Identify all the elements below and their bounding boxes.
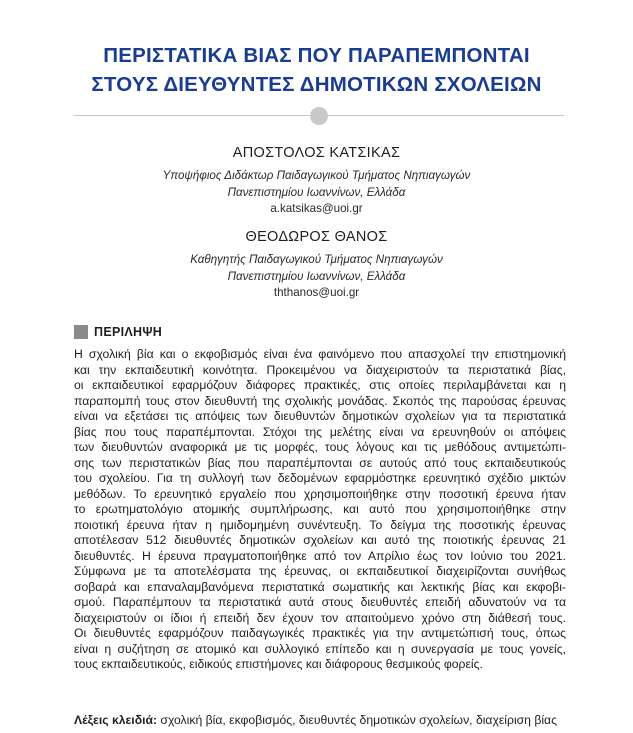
square-bullet-icon (74, 325, 88, 339)
author-block-1 (0, 143, 633, 218)
abstract-line: το ερωτηματολόγιο ατομικής συμπλήρωσης, και αυτό που χρησιμοποιήθηκε στην (74, 502, 566, 516)
author-affiliation: Υποψήφιος Διδάκτωρ Παιδαγωγικού Τμήματος Νηπιαγωγών (162, 169, 471, 182)
title-line-1: ΠΕΡΙΣΤΑΤΙΚΑ ΒΙΑΣ ΠΟΥ ΠΑΡΑΠΕΜΠΟΝΤΑΙ (103, 44, 530, 67)
abstract-line: Οι διευθυντές εφαρμόζουν παιδαγωγικές πρακτικές για την αντιμετώπισή τους, όπως (74, 626, 566, 640)
author-affiliation: Πανεπιστημίου Ιωαννίνων, Ελλάδα (227, 269, 406, 283)
abstract-line: των διευθυντών αναφορικά με τις μορφές, τους λόγους και τις μεθόδους αντιμετώπι- (74, 440, 566, 454)
abstract-line: διευθυντές. Η έρευνα πραγματοποιήθηκε από τον Απρίλιο έως τον Ιούνιο του 2021. (74, 548, 566, 563)
abstract-line: σης των περιστατικών βίας που παραπέμπονται σε αυτούς από τους εκπαιδευτικούς (74, 455, 566, 470)
paper-title (0, 41, 633, 99)
abstract-line: Σύμφωνα με τα αποτελέσματα της έρευνας, οι εκπαιδευτικοί διαχειρίζονται συνήθως (74, 564, 566, 578)
abstract-heading (74, 325, 162, 339)
divider-dot-icon (310, 107, 328, 125)
keywords-label: Λέξεις κλειδιά: (74, 713, 158, 727)
abstract-label: ΠΕΡΙΛΗΨΗ (94, 325, 163, 339)
author-affiliation: Καθηγητής Παιδαγωγικού Τμήματος Νηπιαγωγών (190, 253, 443, 266)
abstract-line: οι εκπαιδευτικοί εφαρμόζουν διάφορες πρακτικές, στις οποίες περιλαμβάνεται και η (74, 378, 566, 392)
keywords (74, 713, 566, 729)
abstract-line: τους εκπαιδευτικούς, ειδικούς επιστήμονες και διάφορους θεσμικούς φορείς. (74, 657, 483, 671)
abstract-line: διαχειριστούν οι ίδιοι ή επειδή δεν έχουν τον απαιτούμενο χρόνο στη διάθεσή τους. (74, 610, 566, 625)
abstract-line: του σχολείου. Για τη συλλογή των δεδομένων εφαρμόστηκε ερευνητικό σχέδιο μικτών (74, 471, 566, 485)
abstract-line: αποτέλεσαν 512 διευθυντές δημοτικών σχολείων και αυτό της ποιοτικής έρευνας 21 (74, 533, 566, 547)
title-line-2: ΣΤΟΥΣ ΔΙΕΥΘΥΝΤΕΣ ΔΗΜΟΤΙΚΩΝ ΣΧΟΛΕΙΩΝ (91, 73, 542, 96)
abstract-line: ποιοτική έρευνα ήταν η ημιδομημένη συνέντευξη. Το δείγμα της ποσοτικής έρευνας (74, 517, 566, 532)
author-email: a.katsikas@uoi.gr (270, 202, 363, 215)
abstract-line: σμού. Παραπέμπουν τα περιστατικά αυτά στους διευθυντές επειδή αδυνατούν να τα (74, 595, 566, 609)
abstract-line: Η σχολική βία και ο εκφοβισμός είναι ένα φαινόμενο που απασχολεί την επιστημονική (74, 347, 566, 361)
author-email: ththanos@uoi.gr (273, 286, 360, 299)
abstract-line: βίας που τους παραπέμπονται. Στόχοι της μελέτης είναι να ερευνηθούν οι απόψεις (74, 424, 566, 439)
abstract-line: σοβαρά και επαναλαμβανόμενα περιστατικά σωματικής και λεκτικής βίας και εκφοβι- (74, 579, 566, 594)
author-name: ΑΠΟΣΤΟΛΟΣ ΚΑΤΣΙΚΑΣ (232, 145, 401, 161)
abstract-line: και την εκπαιδευτική κοινότητα. Προκειμένου να διαχειριστούν τα περιστατικά βίας, (74, 362, 566, 377)
abstract-line: είναι η συζήτηση σε ατομικό και συλλογικό επίπεδο και η συνεργασία με τους γονείς, (74, 641, 566, 656)
abstract-line: είναι να εξετάσει τις απόψεις των διευθυντών δημοτικών σχολείων για τα περιστατικά (74, 409, 566, 423)
keywords-text: σχολική βία, εκφοβισμός, διευθυντές δημοτικών σχολείων, διαχείριση βίας (160, 713, 557, 727)
abstract-line: παραπομπή τους στον διευθυντή της σχολικής μονάδας. Σκοπός της παρούσας έρευνας (74, 393, 566, 408)
abstract-line: μεθόδων. Το ερευνητικό εργαλείο που χρησιμοποιήθηκε στην ποσοτική έρευνα ήταν (74, 486, 566, 501)
author-affiliation: Πανεπιστημίου Ιωαννίνων, Ελλάδα (227, 185, 406, 199)
abstract-body (74, 347, 566, 673)
author-name: ΘΕΟΔΩΡΟΣ ΘΑΝΟΣ (245, 229, 388, 245)
author-block-2 (0, 227, 633, 302)
